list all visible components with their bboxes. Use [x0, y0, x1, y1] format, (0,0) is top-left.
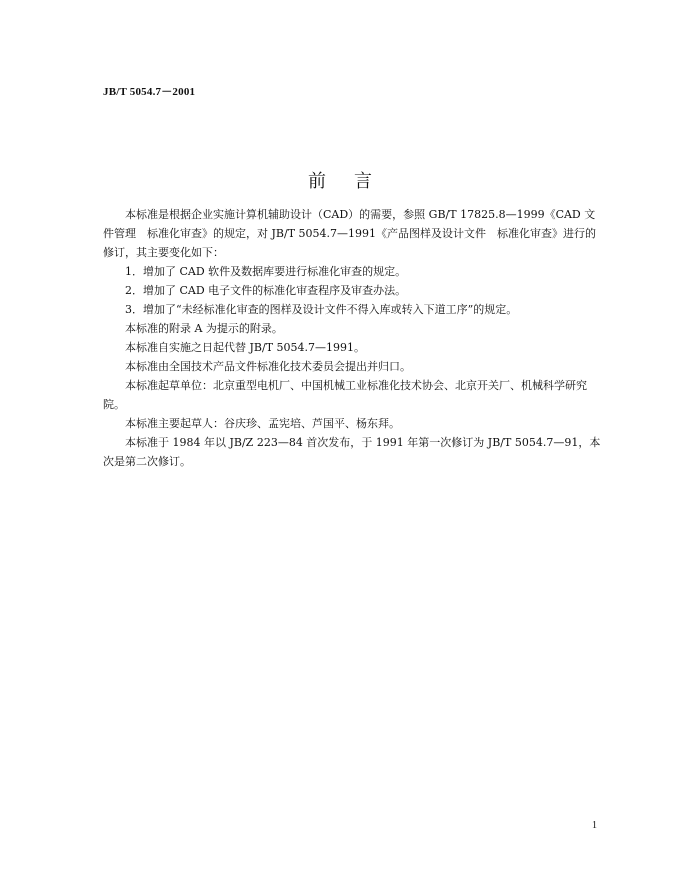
page-title: 前言 [308, 171, 400, 192]
paragraph-history: 本标准于 1984 年以 JB/Z 223—84 首次发布，于 1991 年第一次修订为 JB/T 5054.7—91，本次是第二次修订。 [103, 436, 601, 468]
paragraph-replaces: 本标准自实施之日起代替 JB/T 5054.7—1991。 [125, 341, 366, 354]
paragraph-proposed-by: 本标准由全国技术产品文件标准化技术委员会提出并归口。 [125, 360, 411, 373]
list-item: 2．增加了 CAD 电子文件的标准化审查程序及审查办法。 [125, 284, 407, 297]
page-number: 1 [592, 820, 597, 831]
paragraph-drafters: 本标准主要起草人：谷庆珍、孟宪培、芦国平、杨东拜。 [125, 417, 400, 430]
list-item: 1．增加了 CAD 软件及数据库要进行标准化审查的规定。 [125, 265, 407, 278]
paragraph-appendix: 本标准的附录 A 为提示的附录。 [125, 322, 283, 335]
document-code: JB/T 5054.7－2001 [103, 86, 196, 98]
paragraph-intro: 本标准是根据企业实施计算机辅助设计（CAD）的需要，参照 GB/T 17825.8—1999《CAD 文件管理 标准化审查》的规定，对 JB/T 5054.7—1991《产品图样及设计文件 标准化审查》进行的修订，其主要变化如下： [103, 208, 597, 259]
paragraph-drafting-units: 本标准起草单位：北京重型电机厂、中国机械工业标准化技术协会、北京开关厂、机械科学研究院。 [103, 379, 587, 411]
list-item: 3．增加了“未经标准化审查的图样及设计文件不得入库或转入下道工序”的规定。 [125, 303, 518, 316]
foreword-body [103, 205, 603, 471]
